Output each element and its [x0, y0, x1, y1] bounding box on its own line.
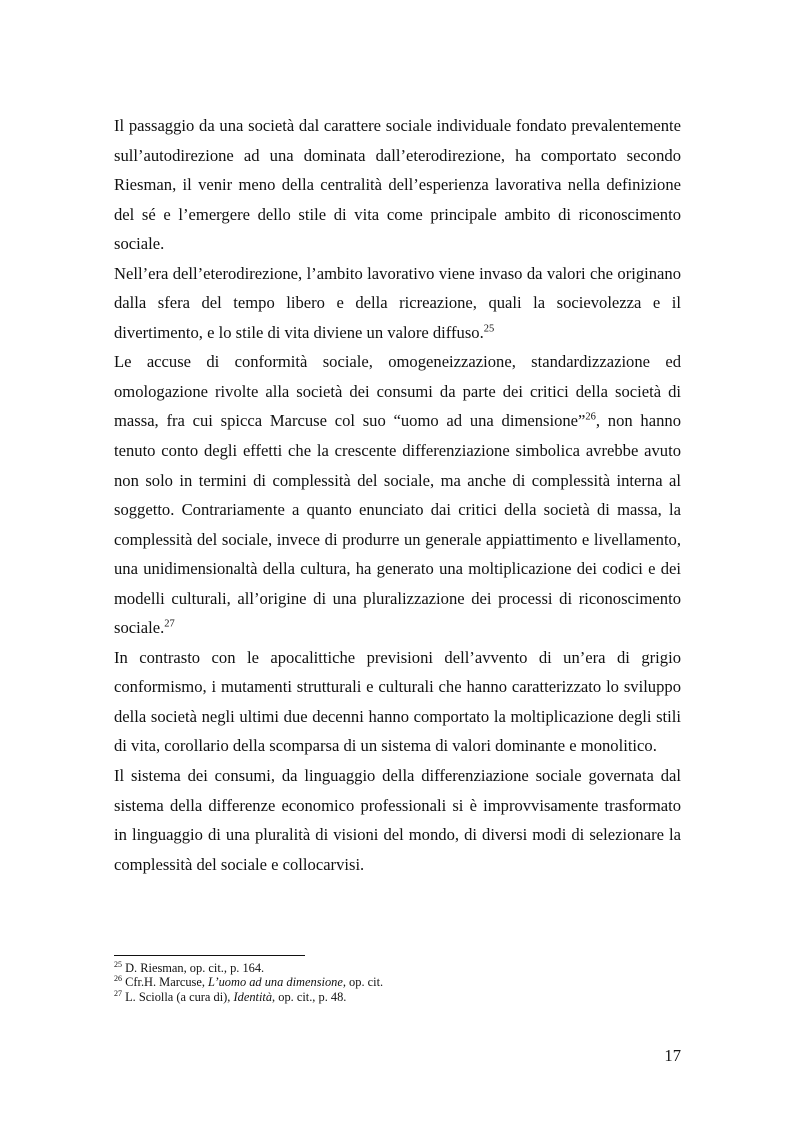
- footnote-separator: [114, 955, 305, 956]
- paragraph-4: In contrasto con le apocalittiche previsioni dell’avvento di un’era di grigio conformismo, i mutamenti strutturali e culturali che hanno caratterizzato lo sviluppo della società negli ultimi due decenni hanno comportato la moltiplicazione degli stili di vita, corollario della scomparsa di un sistema di valori dominante e monolitico.: [114, 647, 681, 756]
- footnote-ref-27: 27: [164, 618, 175, 630]
- body-text: [114, 111, 681, 879]
- page-number: 17: [664, 1046, 681, 1065]
- paragraph-3: Le accuse di conformità sociale, omogeneizzazione, standardizzazione ed omologazione rivolte alla società dei consumi da parte dei critici della società di massa, fra cui spicca Marcuse col suo “uomo ad una dimensione”$^{26}$, non hanno tenuto conto degli effetti che la crescente differenziazione simbolica avrebbe avuto non solo in termini di complessità del sociale, ma anche di complessità interna al soggetto. Contrariamente a quanto enunciato dai critici della società di massa, la complessità del sociale, invece di produrre un generale appiattimento e livellamento, una unidimensionaltà della cultura, ha generato una moltiplicazione dei codici e dei modelli culturali, all’origine di una pluralizzazione dei processi di riconoscimento sociale.$^{27}$: [114, 352, 681, 638]
- footnote-27: $^{27}$ L. Sciolla (a cura di), Identità, op. cit., p. 48.: [114, 988, 347, 1004]
- footnote-25: $^{25}$ D. Riesman, op. cit., p. 164.: [114, 959, 265, 975]
- paragraph-1: Il passaggio da una società dal carattere sociale individuale fondato prevalentemente sull’autodirezione ad una dominata dall’eterodirezione, ha comportato secondo Riesman, il venir meno della centralità dell’esperienza lavorativa nella definizione del sé e l’emergere dello stile di vita come principale ambito di riconoscimento sociale.: [114, 116, 681, 254]
- footnote-ref-25: 25: [483, 323, 495, 335]
- paragraph-5: Il sistema dei consumi, da linguaggio della differenziazione sociale governata dal sistema della differenze economico professionali si è improvvisamente trasformato in linguaggio di una pluralità di visioni del mondo, di diversi modi di selezionare la complessità del sociale e collocarvisi.: [114, 766, 681, 874]
- footnotes: [114, 961, 681, 1004]
- footnote-ref-26: 26: [585, 411, 596, 423]
- paragraph-2: Nell’era dell’eterodirezione, l’ambito lavorativo viene invaso da valori che originano dalla sfera del tempo libero e della ricreazione, quali la socievolezza e il divertimento, e lo stile di vita diviene un valore diffuso.$^{25}$: [114, 263, 681, 342]
- footnote-26: $^{26}$ Cfr.H. Marcuse, L’uomo ad una dimensione, op. cit.: [114, 974, 384, 990]
